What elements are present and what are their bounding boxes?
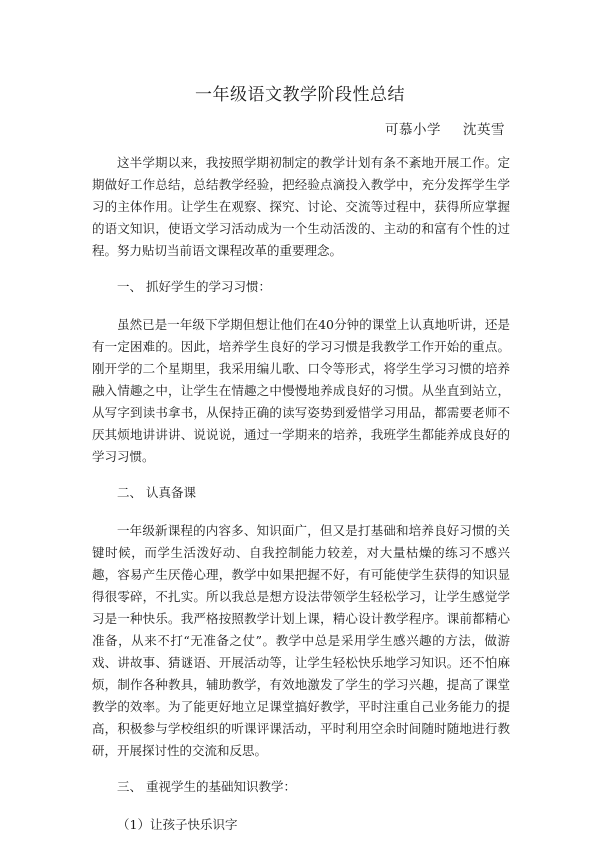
document-body bbox=[92, 152, 510, 836]
section-heading-1: 一、 抓好学生的学习习惯： bbox=[117, 279, 271, 294]
section-heading-2: 二、 认真备课 bbox=[117, 485, 196, 500]
document-title: 一年级语文教学阶段性总结 bbox=[195, 85, 405, 105]
paragraph-habits: 虽然已是一年级下学期但想让他们在40分钟的课堂上认真地听讲，还是有一定困难的。因此，培养学生良好的学习习惯是我教学工作开始的重点。刚开学的二个星期里，我采用编儿歌、口令等形式，将学生学习习惯的培养融入情趣之中，让学生在情趣之中慢慢地养成良好的习惯。从坐直到站立，从写字到读书拿书，从保持正确的读写姿势到爱惜学习用品，都需要老师不厌其烦地讲讲讲、说说说，通过一学期来的培养，我班学生都能养成良好的学习习惯。 bbox=[92, 317, 510, 464]
school-name: 可慕小学 bbox=[385, 122, 441, 138]
subsection-heading-1: （1）让孩子快乐识字 bbox=[117, 817, 238, 832]
section-heading-3: 三、 重视学生的基础知识教学： bbox=[117, 779, 296, 794]
paragraph-lesson-prep: 一年级新课程的内容多、知识面广，但又是打基础和培养良好习惯的关键时候，而学生活泼好动、自我控制能力较差，对大量枯燥的练习不感兴趣，容易产生厌倦心理，教学中如果把握不好，有可能使学生获得的知识显得很零碎，不扎实。所以我总是想方设法带领学生轻松学习，让学生感觉学习是一种快乐。我严格按照教学计划上课，精心设计教学程序。课前都精心准备，从来不打“无准备之仗”。教学中总是采用学生感兴趣的方法，做游戏、讲故事、猜谜语、开展活动等，让学生轻松快乐地学习知识。还不怕麻烦，制作各种教具，辅助教学，有效地激发了学生的学习兴趣，提高了课堂教学的效率。为了能更好地立足课堂搞好教学，平时注重自己业务能力的提高，积极参与学校组织的听课评课活动，平时利用空余时间随时随地进行教研，开展探讨性的交流和反思。 bbox=[92, 523, 510, 758]
author-name: 沈英雪 bbox=[463, 122, 505, 138]
paragraph-intro: 这半学期以来，我按照学期初制定的教学计划有条不紊地开展工作。定期做好工作总结，总结教学经验，把经验点滴投入教学中，充分发挥学生学习的主体作用。让学生在观察、探究、讨论、交流等过程中，获得所应掌握的语文知识，使语文学习活动成为一个生动活泼的、主动的和富有个性的过程。努力贴切当前语文课程改革的重要理念。 bbox=[92, 155, 510, 258]
author-line bbox=[385, 118, 505, 138]
